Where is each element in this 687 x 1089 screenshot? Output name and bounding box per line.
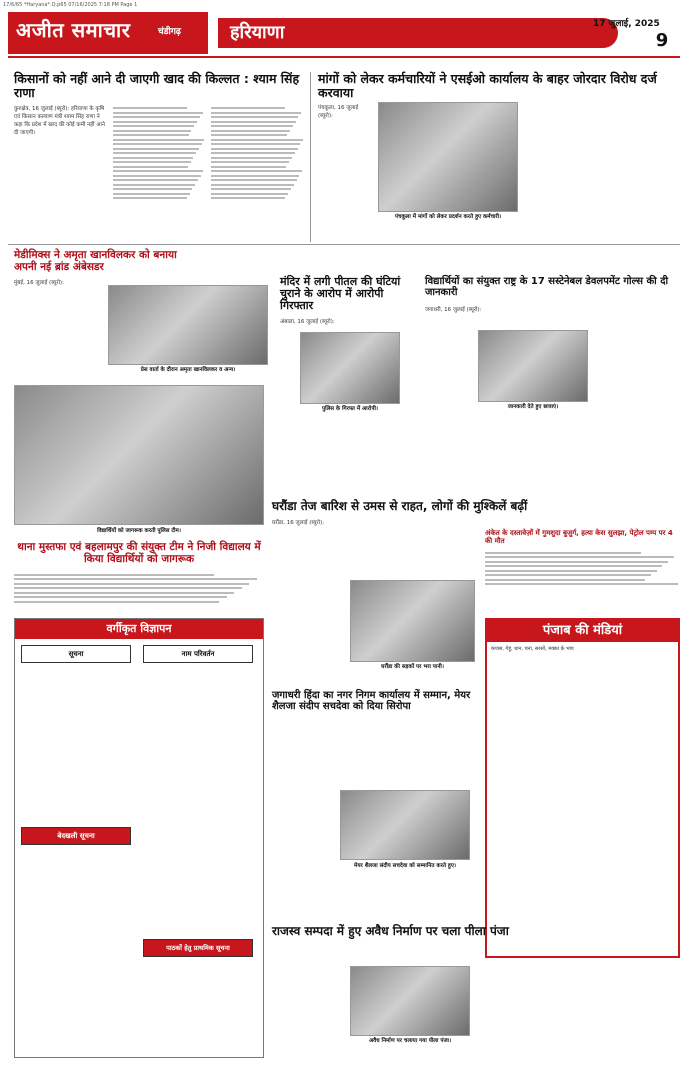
body-text: जगाधरी, 16 जुलाई (ब्यूरो): bbox=[425, 307, 482, 313]
text-line bbox=[211, 161, 289, 163]
photo-caption: जानकारी देते हुए छात्राएं। bbox=[478, 403, 588, 413]
text-line bbox=[211, 193, 288, 195]
text-line bbox=[211, 152, 294, 154]
text-line bbox=[211, 107, 285, 109]
photo-caption: पुलिस के गिरफ्त में आरोपी। bbox=[300, 405, 400, 415]
text-line bbox=[211, 166, 286, 168]
text-line bbox=[485, 552, 641, 554]
text-line bbox=[113, 139, 205, 141]
protest-photo bbox=[378, 102, 518, 212]
photo-caption: पंचकूला में मांगों को लेकर प्रदर्शन करते हुए कर्मचारी। bbox=[378, 213, 518, 233]
text-line bbox=[113, 197, 187, 199]
honour-photo bbox=[340, 790, 470, 860]
text-line bbox=[113, 116, 200, 118]
paper-logo bbox=[8, 12, 208, 54]
body-text: घरौंडा, 16 जुलाई (ब्यूरो): bbox=[272, 520, 325, 527]
row-divider bbox=[8, 244, 680, 245]
text-line bbox=[485, 583, 678, 585]
students-photo bbox=[478, 330, 588, 402]
paper-name: अजीत समाचार bbox=[16, 18, 131, 42]
headline: विद्यार्थियों का संयुक्त राष्ट्र के 17 सस्टेनेबल डेवलपमेंट गोल्स की दी जानकारी bbox=[425, 276, 669, 298]
box-intro: कपास, गेहूं, धान, चना, सरसों, मक्का के भाव bbox=[491, 646, 574, 652]
event-photo bbox=[108, 285, 268, 365]
text-line bbox=[211, 175, 299, 177]
masthead-rule bbox=[8, 56, 680, 58]
text-line bbox=[211, 139, 303, 141]
notice-label: सूचना bbox=[21, 645, 131, 663]
text-line bbox=[113, 179, 198, 181]
headline: किसानों को नहीं आने दी जाएगी खाद की किल्लत : श्याम सिंह राणा bbox=[14, 71, 300, 100]
text-line bbox=[485, 574, 651, 576]
text-line bbox=[485, 565, 662, 567]
text-line bbox=[14, 583, 249, 585]
text-line bbox=[113, 112, 203, 114]
story-mayor-honour bbox=[272, 690, 480, 712]
text-line bbox=[485, 556, 674, 558]
story-police-awareness bbox=[14, 542, 264, 626]
text-line bbox=[113, 170, 204, 172]
text-line bbox=[14, 574, 214, 576]
text-line bbox=[113, 166, 188, 168]
text-line bbox=[211, 121, 295, 123]
body-text-filler bbox=[113, 105, 206, 255]
text-line bbox=[14, 587, 242, 589]
print-slug: 17/6/65 *Haryana*.Q.p65 07/16/2025 7:18 PM Page 1 bbox=[3, 2, 138, 8]
text-line bbox=[113, 130, 192, 132]
text-line bbox=[113, 175, 201, 177]
police-awareness-photo bbox=[14, 385, 264, 525]
text-line bbox=[485, 570, 657, 572]
headline: घरौंडा तेज बारिश से उमस से राहत, लोगों की मुश्किलें बढ़ीं bbox=[272, 499, 528, 513]
text-line bbox=[211, 116, 298, 118]
text-line bbox=[113, 121, 197, 123]
body-text-filler bbox=[211, 105, 304, 255]
body-text-filler bbox=[485, 549, 680, 609]
story-lead-right bbox=[318, 71, 680, 220]
text-line bbox=[211, 130, 290, 132]
body-text: अंबाला, 16 जुलाई (ब्यूरो): bbox=[280, 319, 335, 326]
story-students-sdg bbox=[425, 276, 680, 336]
text-line bbox=[113, 184, 195, 186]
punjab-mandi-box bbox=[485, 618, 680, 958]
text-line bbox=[113, 152, 196, 154]
text-line bbox=[211, 184, 293, 186]
text-line bbox=[211, 188, 291, 190]
story-demolition bbox=[272, 925, 680, 938]
body-text: पंचकूला, 16 जुलाई (ब्यूरो): bbox=[318, 105, 359, 119]
photo-caption: घरौंडा की सड़कों पर भरा पानी। bbox=[350, 663, 475, 673]
headline: मेडीमिक्स ने अमृता खानविलकर को बनाया अपनी नई ब्रांड अंबेसडर bbox=[14, 249, 177, 273]
text-line bbox=[113, 143, 202, 145]
masthead bbox=[8, 12, 680, 54]
text-line bbox=[485, 579, 645, 581]
photo-caption: अवैध निर्माण पर चलाया गया पीला पंजा। bbox=[350, 1037, 470, 1055]
text-line bbox=[211, 143, 300, 145]
text-line bbox=[211, 125, 293, 127]
bulldozer-photo bbox=[350, 966, 470, 1036]
text-line bbox=[113, 157, 194, 159]
headline: थाना मुस्तफा एवं बहलामपुर की संयुक्त टीम ने निजी विद्यालय में किया विद्यार्थियों को जागरूक bbox=[17, 541, 261, 565]
body-text: मुंबई, 16 जुलाई (ब्यूरो): bbox=[14, 280, 64, 287]
text-line bbox=[113, 148, 199, 150]
text-line bbox=[211, 148, 297, 150]
headline: अंकेत के दस्तावेज़ों में गुमशुदा बुजुर्ग, हत्या केस सुलझा, पेट्रोल पम्प पर 4 की मौत bbox=[485, 529, 673, 545]
classified-title: वर्गीकृत विज्ञापन bbox=[15, 619, 263, 639]
text-line bbox=[14, 601, 219, 603]
eviction-notice-label: बेदखली सूचना bbox=[21, 827, 131, 845]
classified-sidebar bbox=[14, 618, 264, 1058]
text-line bbox=[113, 125, 195, 127]
section-title: हरियाणा bbox=[218, 18, 618, 48]
text-line bbox=[113, 193, 190, 195]
text-line bbox=[113, 188, 193, 190]
headline: जगाधरी हिंदा का नगर निगम कार्यालय में सम्मान, मेयर शैलजा संदीप सचदेवा को दिया सिरोपा bbox=[272, 690, 471, 712]
text-line bbox=[211, 179, 296, 181]
page-number: 9 bbox=[648, 30, 676, 52]
reader-notice-label: पाठकों हेतु प्राथमिक सूचना bbox=[143, 939, 253, 957]
text-line bbox=[14, 578, 257, 580]
edition-name: चंडीगढ़ bbox=[158, 27, 181, 37]
story-lead-left bbox=[14, 72, 304, 255]
text-line bbox=[211, 134, 287, 136]
headline: मांगों को लेकर कर्मचारियों ने एसईओ कार्यालय के बाहर जोरदार विरोध दर्ज करवाया bbox=[318, 71, 657, 100]
photo-caption: विद्यार्थियों को जागरूक करती पुलिस टीम। bbox=[14, 527, 264, 537]
headline: मंदिर में लगी पीतल की घंटियां चुराने के आरोप में आरोपी गिरफ्तार bbox=[280, 275, 401, 313]
text-line bbox=[485, 561, 668, 563]
text-line bbox=[211, 197, 285, 199]
box-title: पंजाब की मंडियां bbox=[487, 620, 678, 642]
rain-photo bbox=[350, 580, 475, 662]
text-line bbox=[211, 170, 302, 172]
text-line bbox=[113, 134, 189, 136]
text-line bbox=[14, 596, 227, 598]
body-text: कुरुक्षेत्र, 16 जुलाई (ब्यूरो): हरियाणा के कृषि एवं किसान कल्याण मंत्री श्याम सिंह राणा ने कहा कि प्रदेश में खाद की कोई कमी नहीं आने दी जाएगी। bbox=[14, 105, 105, 136]
text-line bbox=[113, 107, 187, 109]
text-line bbox=[113, 161, 191, 163]
text-line bbox=[211, 112, 301, 114]
text-line bbox=[211, 157, 292, 159]
text-line bbox=[14, 592, 234, 594]
photo-caption: प्रेस वार्ता के दौरान अमृता खानविलकर व अन्य। bbox=[108, 366, 268, 382]
name-change-label: नाम परिवर्तन bbox=[143, 645, 253, 663]
arrest-photo bbox=[300, 332, 400, 404]
headline: राजस्व सम्पदा में हुए अवैध निर्माण पर चला पीला पंजा bbox=[272, 924, 509, 938]
story-crime bbox=[485, 530, 680, 609]
photo-caption: मेयर शैलजा संदीप सचदेवा को सम्मानित करते हुए। bbox=[340, 862, 470, 880]
column-divider bbox=[310, 72, 311, 242]
issue-date: 17 जुलाई, 2025 bbox=[593, 19, 660, 29]
